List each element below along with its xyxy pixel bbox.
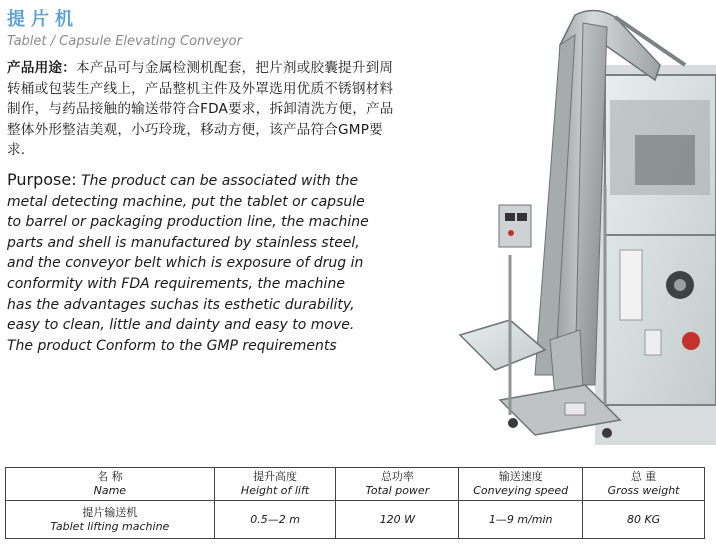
purpose-line: The product Conform to the GMP requirements [7, 337, 337, 354]
page-title: 提片机 [7, 9, 79, 30]
header-cell [336, 468, 459, 501]
header-power-en: Total power [365, 484, 430, 497]
header-cell [583, 468, 705, 501]
page-subtitle: Tablet / Capsule Elevating Conveyor [7, 34, 242, 49]
header-power-cn: 总功率 [380, 470, 414, 483]
header-cell [6, 468, 215, 501]
header-speed-cn: 输送速度 [498, 470, 543, 483]
usage-paragraph [7, 58, 397, 161]
purpose-line: metal detecting machine, put the tablet or capsule [7, 193, 365, 210]
cell-name-en: Tablet lifting machine [50, 519, 170, 533]
header-name-cn: 名 称 [97, 470, 123, 483]
header-weight-cn: 总 重 [630, 470, 657, 483]
machine-photo [455, 5, 716, 445]
purpose-label: Purpose: [7, 170, 77, 189]
header-weight-en: Gross weight [607, 484, 680, 497]
purpose-line: easy to clean, little and dainty and easy to move. [7, 317, 355, 334]
cell-height: 0.5—2 m [214, 501, 336, 539]
cell-power: 120 W [336, 501, 459, 539]
purpose-line: to barrel or packaging production line, the machine [7, 214, 369, 231]
usage-label: 产品用途： [7, 60, 76, 76]
table-row [6, 501, 705, 539]
packaging-machine [595, 65, 716, 445]
cell-name [6, 501, 215, 539]
header-speed-en: Conveying speed [473, 484, 569, 497]
cell-name-cn: 提片输送机 [82, 505, 138, 519]
purpose-paragraph [7, 170, 392, 356]
purpose-line: parts and shell is manufactured by stainless steel, [7, 234, 360, 251]
purpose-line: and the conveyor belt which is exposure of drug in [7, 255, 364, 272]
purpose-line: conformity with FDA requirements, the machine [7, 275, 345, 292]
header-cell [214, 468, 336, 501]
header-height-cn: 提升高度 [253, 470, 298, 483]
header-height-en: Height of lift [240, 484, 310, 497]
cell-speed: 1—9 m/min [459, 501, 583, 539]
usage-text: 本产品可与金属检测机配套，把片剂或胶囊提升到周转桶或包装生产线上，产品整机主件及外罩选用优质不锈钢材料制作，与药品接触的输送带符合FDA要求，拆卸清洗方便，产品整体外形整洁美观，小巧玲珑，移动方便，该产品符合GMP要求. [7, 60, 394, 158]
table-header-row [6, 468, 705, 501]
header-name-en: Name [93, 484, 127, 497]
cell-weight: 80 KG [583, 501, 705, 539]
purpose-line: has the advantages suchas its esthetic durability, [7, 296, 355, 313]
control-box [499, 205, 531, 247]
header-cell [459, 468, 583, 501]
purpose-line: The product can be associated with the [81, 173, 359, 189]
spec-table [5, 467, 705, 539]
